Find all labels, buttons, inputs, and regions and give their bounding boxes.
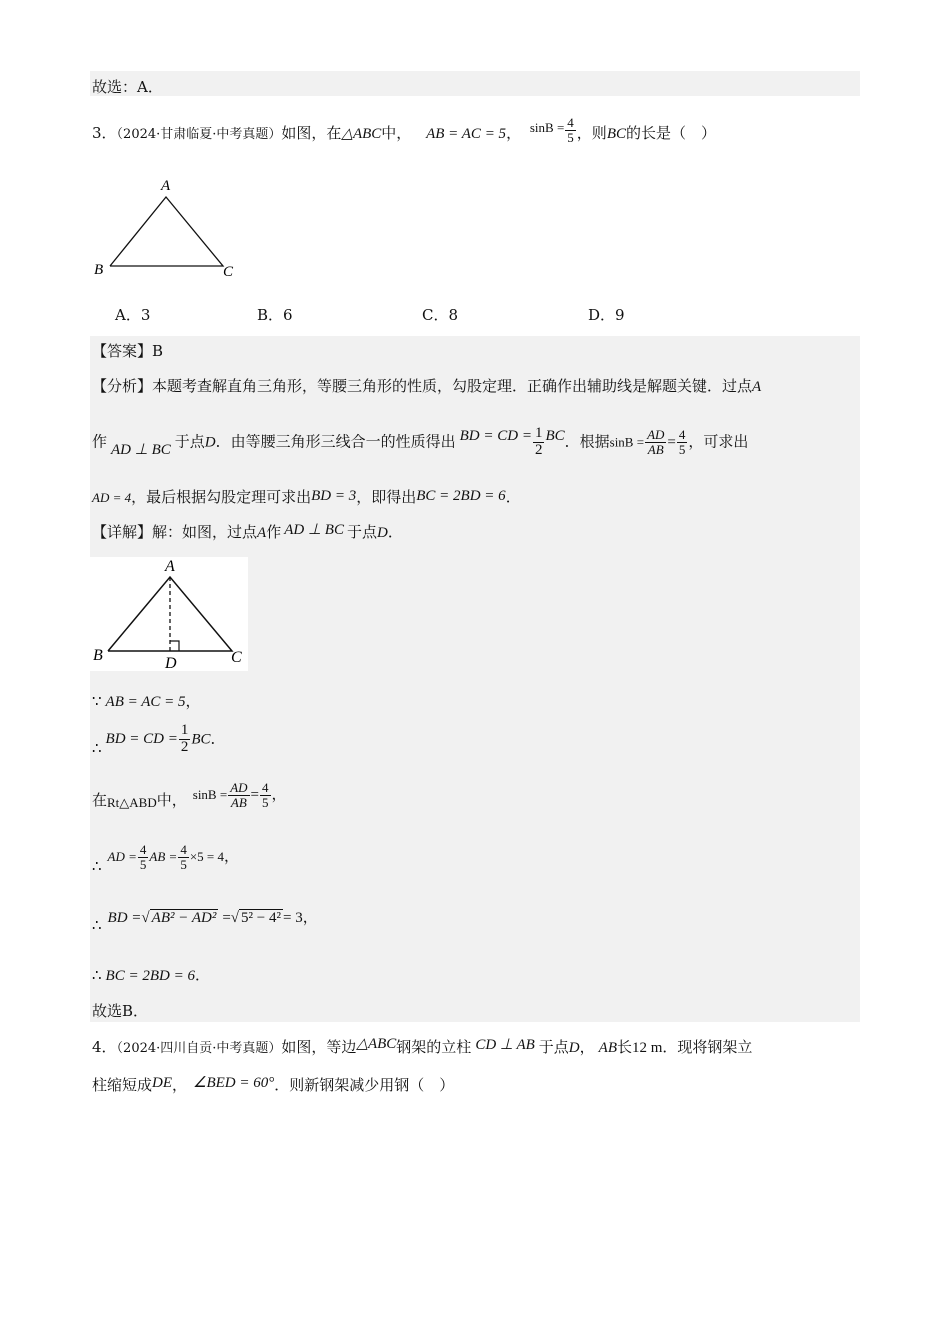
equation-ad: AD = 4 — [92, 490, 132, 505]
question-4-line-2 — [92, 1074, 454, 1095]
stem-text: ， — [172, 1076, 188, 1094]
segment-ab: AB — [598, 1040, 617, 1056]
detail-text: ． — [210, 729, 226, 748]
triangle-outline — [110, 197, 223, 266]
stem-text: 长 — [616, 1038, 632, 1056]
step-1 — [92, 690, 201, 711]
analysis-tag: 【分析】 — [92, 377, 153, 395]
stem-text: ， — [579, 1038, 595, 1056]
fraction-denominator: 5 — [678, 441, 686, 457]
fraction-denominator: 5 — [139, 856, 147, 872]
question-number: 3． — [92, 124, 117, 143]
detail-text: 解：如图，过点 — [152, 523, 258, 541]
point-a: A — [752, 379, 762, 395]
equals-sign: = — [667, 434, 676, 451]
condition-ab-ac: AB = AC = 5 — [426, 126, 507, 143]
detail-text: ． — [387, 523, 403, 541]
detail-text: 中， — [156, 791, 187, 810]
option-d[interactable]: D．9 — [588, 306, 625, 324]
equation-bd-cd: BD = CD = — [105, 731, 178, 748]
option-a[interactable]: A．3 — [115, 306, 151, 324]
sin-b-label: sinB = — [609, 434, 645, 450]
step-5 — [92, 906, 318, 934]
fraction-numerator: 1 — [534, 425, 543, 441]
length-12m: 12 m — [632, 1040, 663, 1056]
therefore-symbol: ∴ — [92, 966, 102, 984]
fraction-numerator: 4 — [139, 842, 147, 857]
therefore-symbol: ∴ — [92, 916, 102, 934]
equation-ad: AD = — [107, 849, 137, 865]
detail-text: ， — [271, 785, 287, 804]
fraction-denominator: 2 — [534, 441, 543, 458]
product-result: ×5 = 4 — [189, 849, 224, 865]
triangle-figure — [90, 172, 240, 282]
vertex-b-label: B — [93, 647, 103, 664]
triangle-abc: △ABC — [341, 126, 382, 143]
equation-bd: BD = — [107, 910, 142, 926]
stem-text: 钢架的立柱 — [396, 1038, 472, 1056]
vertex-c-label: C — [231, 649, 242, 666]
analysis-text: ．由等腰三角形三线合一的性质得出 — [215, 432, 456, 451]
fraction-denominator: 2 — [180, 738, 189, 755]
question-3-stem — [92, 115, 716, 148]
fraction-denominator: AB — [647, 441, 664, 457]
question-source: （2024·甘肃临夏·中考真题） — [116, 127, 282, 143]
question-4-line-1 — [92, 1036, 752, 1057]
triangle-altitude-figure — [90, 557, 248, 671]
vertex-b-label: B — [94, 262, 104, 278]
fraction-numerator: 4 — [180, 842, 187, 857]
segment-de: DE — [152, 1075, 173, 1091]
analysis-text: ，即得出 — [356, 488, 417, 506]
detail-text: ， — [302, 908, 318, 926]
step-2 — [92, 723, 226, 756]
analysis-line-1 — [92, 375, 761, 396]
equation-bc: BC = 2BD = 6 — [105, 968, 195, 984]
detail-text: ． — [194, 966, 210, 984]
equals-sign: = — [250, 787, 260, 804]
option-c[interactable]: C．8 — [422, 306, 459, 324]
fraction-ad-ab — [645, 428, 666, 456]
step-4 — [92, 842, 239, 876]
point-d: D — [376, 525, 388, 541]
sqrt-sign: √ — [230, 910, 240, 926]
foot-d-label: D — [165, 655, 177, 671]
detail-intro — [92, 521, 403, 542]
vertex-a-label: A — [161, 178, 171, 194]
analysis-text: ．根据 — [564, 432, 610, 451]
therefore-symbol: ∴ — [92, 857, 102, 876]
perpendicular-ad-bc: AD ⊥ BC — [111, 442, 171, 459]
fraction-4-5 — [138, 843, 149, 871]
stem-text: 柱缩短成 — [92, 1076, 153, 1094]
stem-text: ， — [506, 124, 522, 143]
detail-tag: 【详解】 — [92, 523, 153, 541]
fraction-ad-ab — [228, 781, 249, 809]
stem-text: 如图，在 — [281, 124, 342, 143]
fraction-one-half — [533, 426, 545, 459]
stem-text: 于点 — [538, 1038, 569, 1056]
answer-tag: 【答案】 — [92, 342, 153, 360]
fraction-numerator: 1 — [180, 722, 189, 738]
analysis-text: ，可求出 — [688, 432, 749, 451]
analysis-text: 于点 — [174, 432, 205, 451]
detail-text: 于点 — [346, 523, 377, 541]
fraction-4-5 — [565, 116, 576, 144]
fraction-numerator: 4 — [678, 427, 686, 443]
segment-ab: AB = — [149, 849, 178, 865]
triangle-abc: △ABC — [356, 1036, 397, 1052]
stem-text: 如图，等边 — [281, 1038, 357, 1056]
question-source: （2024·四川自贡·中考真题） — [116, 1041, 282, 1056]
fraction-one-half — [179, 723, 191, 756]
detail-text: 在 — [92, 791, 108, 810]
sin-b-label: sinB = — [192, 787, 228, 803]
equation-bd: BD = 3 — [311, 488, 357, 504]
step-6 — [92, 964, 210, 985]
fraction-numerator: AD — [647, 427, 665, 443]
segment-bc: BC — [606, 126, 626, 143]
option-b[interactable]: B．6 — [257, 306, 293, 324]
right-triangle-abd: Rt△ABD — [107, 795, 157, 811]
detail-text: ， — [223, 847, 239, 866]
fraction-4-5 — [178, 843, 189, 871]
therefore-symbol: ∴ — [92, 739, 102, 758]
radicand-2: 5² − 4² — [241, 910, 281, 926]
segment-bc: BC — [545, 428, 565, 445]
analysis-text: 作 — [92, 432, 108, 451]
perpendicular-cd-ab: CD ⊥ AB — [475, 1037, 535, 1053]
analysis-line-2 — [92, 426, 748, 459]
fraction-denominator: 5 — [180, 856, 187, 872]
fraction-numerator: AD — [230, 780, 248, 795]
answer-value: B — [152, 342, 164, 360]
stem-text: ，则 — [576, 124, 607, 143]
stem-text: ．则新钢架减少用钢（ ） — [274, 1076, 455, 1094]
fraction-4-5 — [677, 428, 688, 456]
sin-b-label: sinB = — [529, 120, 565, 136]
equals-sign: = — [222, 910, 231, 926]
angle-bed: ∠BED = 60° — [193, 1075, 275, 1091]
point-d: D — [568, 1040, 580, 1056]
segment-bc: BC — [191, 731, 211, 748]
point-d: D — [204, 434, 216, 451]
because-symbol: ∵ — [92, 692, 102, 710]
answer-line — [92, 340, 163, 361]
fraction-4-5 — [260, 781, 271, 809]
equation-bd-cd: BD = CD = — [459, 428, 532, 445]
fraction-denominator: 5 — [262, 794, 269, 810]
fraction-denominator: AB — [230, 794, 247, 810]
top-answer: 故选：A． — [92, 78, 163, 96]
stem-text: ．现将钢架立 — [662, 1038, 753, 1056]
point-a: A — [257, 525, 267, 541]
detail-text: 作 — [266, 523, 282, 541]
step-3 — [92, 781, 287, 809]
vertex-c-label: C — [223, 264, 234, 280]
fraction-numerator: 4 — [567, 115, 574, 130]
equation-ab-ac: AB = AC = 5 — [105, 694, 186, 710]
analysis-text: ，最后根据勾股定理可求出 — [131, 488, 312, 506]
question-number: 4． — [92, 1038, 117, 1056]
analysis-text: ． — [505, 488, 521, 506]
vertex-a-label: A — [165, 558, 175, 575]
analysis-line-3 — [92, 486, 521, 507]
stem-text: 中， — [381, 124, 412, 143]
radicand-1: AB² − AD² — [151, 910, 217, 926]
perpendicular-ad-bc: AD ⊥ BC — [284, 522, 344, 538]
stem-text: 的长是（ ） — [625, 124, 716, 143]
fraction-numerator: 4 — [262, 780, 269, 795]
equation-bc: BC = 2BD = 6 — [416, 488, 506, 504]
result-3: = 3 — [283, 910, 303, 926]
final-answer: 故选B． — [92, 1002, 149, 1020]
analysis-text: 本题考查解直角三角形，等腰三角形的性质，勾股定理．正确作出辅助线是解题关键．过点 — [152, 377, 753, 395]
detail-text: ， — [185, 692, 201, 710]
fraction-denominator: 5 — [567, 129, 574, 145]
sqrt-sign: √ — [141, 910, 150, 926]
answer-shade-top — [90, 71, 860, 96]
